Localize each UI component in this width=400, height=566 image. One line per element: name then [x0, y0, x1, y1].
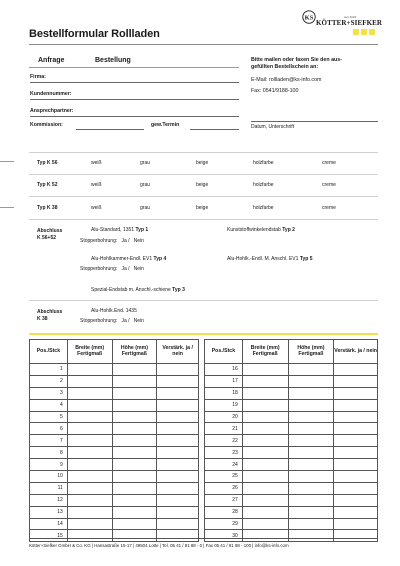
table-row [205, 411, 378, 423]
option-k38[interactable]: Alu-Hohlk.End. 1435 [91, 308, 137, 314]
verstaerk-cell[interactable] [157, 411, 199, 423]
breite-cell[interactable] [67, 471, 112, 483]
table-row [30, 411, 199, 423]
hoehe-cell[interactable] [288, 518, 334, 530]
hoehe-cell[interactable] [288, 387, 334, 399]
field-ansprechpartner-input[interactable] [30, 116, 239, 117]
company-logo [302, 10, 383, 44]
breite-cell[interactable] [67, 375, 112, 387]
verstaerk-cell[interactable] [334, 494, 378, 506]
hoehe-cell[interactable] [288, 506, 334, 518]
breite-cell[interactable] [67, 399, 112, 411]
stopper-label: Stopperbohrung: [80, 318, 118, 324]
table-row [30, 494, 199, 506]
option-typ3[interactable] [91, 287, 185, 293]
verstaerk-cell[interactable] [157, 364, 199, 376]
color-option[interactable]: beige [196, 205, 209, 211]
breite-cell[interactable] [67, 530, 112, 542]
nein-option[interactable]: Nein [133, 318, 144, 324]
row-number: 5 [30, 411, 68, 423]
row-number: 17 [205, 375, 243, 387]
breite-cell[interactable] [242, 435, 288, 447]
color-option[interactable]: weiß [91, 160, 102, 166]
row-number: 10 [30, 471, 68, 483]
hoehe-cell[interactable] [288, 482, 334, 494]
table-row [205, 375, 378, 387]
color-option[interactable]: creme [322, 182, 336, 188]
verstaerk-cell[interactable] [334, 459, 378, 471]
signature-input[interactable] [251, 121, 378, 122]
hoehe-cell[interactable] [112, 423, 157, 435]
verstaerk-cell[interactable] [157, 399, 199, 411]
breite-cell[interactable] [67, 482, 112, 494]
breite-cell[interactable] [67, 518, 112, 530]
table-row [30, 506, 199, 518]
divider [29, 300, 378, 301]
row-number: 1 [30, 364, 68, 376]
verstaerk-cell[interactable] [334, 447, 378, 459]
table-row [205, 506, 378, 518]
row-number: 20 [205, 411, 243, 423]
breite-cell[interactable] [67, 423, 112, 435]
edge-mark [0, 207, 14, 208]
col-header-hoehe: Höhe (mm) Fertigmaß [288, 340, 334, 364]
table-row [30, 375, 199, 387]
abschluss1-label-2: K 56+52 [37, 235, 57, 241]
option-typ5-label: Alu-Hohlk.-Endl. M. Anschl. EV1 [227, 256, 299, 262]
row-number: 12 [30, 494, 68, 506]
table-row [30, 482, 199, 494]
color-option[interactable]: weiß [91, 205, 102, 211]
row-number: 28 [205, 506, 243, 518]
contact-fax: Fax: 0541/9188-100 [251, 88, 299, 94]
hoehe-cell[interactable] [112, 447, 157, 459]
hoehe-cell[interactable] [112, 518, 157, 530]
tabs-underline [29, 67, 239, 68]
color-option[interactable]: creme [322, 160, 336, 166]
divider [29, 174, 378, 175]
edge-mark [0, 161, 14, 162]
breite-cell[interactable] [67, 435, 112, 447]
table-row [205, 387, 378, 399]
stopper-row-1 [80, 238, 144, 244]
option-typ5[interactable] [227, 256, 313, 262]
color-option[interactable]: weiß [91, 182, 102, 188]
option-typ4-code: Typ 4 [153, 256, 167, 262]
verstaerk-cell[interactable] [334, 423, 378, 435]
table-row [30, 518, 199, 530]
color-option[interactable]: holzfarbe [253, 160, 274, 166]
col-header-breite: Breite (mm) Fertigmaß [242, 340, 288, 364]
hoehe-cell[interactable] [112, 387, 157, 399]
row-number: 22 [205, 435, 243, 447]
logo-subtitle: seit 1923 [344, 15, 357, 19]
hoehe-cell[interactable] [288, 435, 334, 447]
verstaerk-cell[interactable] [157, 494, 199, 506]
color-option[interactable]: grau [140, 205, 151, 211]
row-number: 13 [30, 506, 68, 518]
row-number: 23 [205, 447, 243, 459]
option-typ3-code: Typ 3 [172, 287, 185, 293]
hoehe-cell[interactable] [112, 482, 157, 494]
verstaerk-cell[interactable] [334, 399, 378, 411]
verstaerk-cell[interactable] [334, 506, 378, 518]
hoehe-cell[interactable] [288, 494, 334, 506]
hoehe-cell[interactable] [288, 471, 334, 483]
hoehe-cell[interactable] [112, 506, 157, 518]
row-number: 25 [205, 471, 243, 483]
verstaerk-cell[interactable] [334, 435, 378, 447]
hoehe-cell[interactable] [288, 399, 334, 411]
verstaerk-cell[interactable] [157, 447, 199, 459]
table-row [205, 518, 378, 530]
hoehe-cell[interactable] [112, 411, 157, 423]
col-header-pos: Pos./Stck [30, 340, 68, 364]
logo-wordmark: KÖTTER+SIEFKER [316, 19, 383, 27]
divider [29, 196, 378, 197]
table-row [205, 459, 378, 471]
hoehe-cell[interactable] [288, 530, 334, 542]
verstaerk-cell[interactable] [157, 518, 199, 530]
table-row [205, 482, 378, 494]
field-label-firma: Firma: [30, 74, 46, 80]
field-termin-input[interactable] [190, 129, 239, 130]
stopper-row-3 [80, 318, 144, 324]
hoehe-cell[interactable] [112, 375, 157, 387]
table-row [30, 364, 199, 376]
tab-bestellung[interactable]: Bestellung [95, 57, 131, 64]
row-number: 21 [205, 423, 243, 435]
color-option[interactable]: grau [140, 182, 151, 188]
verstaerk-cell[interactable] [157, 375, 199, 387]
row-number: 7 [30, 435, 68, 447]
table-row [205, 494, 378, 506]
table-row [205, 447, 378, 459]
breite-cell[interactable] [242, 506, 288, 518]
breite-cell[interactable] [242, 494, 288, 506]
option-typ1-label: Alu-Standard, 1351 [91, 227, 135, 233]
footer-divider [29, 538, 378, 539]
verstaerk-cell[interactable] [157, 423, 199, 435]
breite-cell[interactable] [242, 447, 288, 459]
color-option[interactable]: holzfarbe [253, 182, 274, 188]
row-number: 2 [30, 375, 68, 387]
table-row [30, 423, 199, 435]
verstaerk-cell[interactable] [334, 411, 378, 423]
section-accent-bar [29, 333, 378, 335]
col-header-verstaerk: Verstärk. ja / nein [157, 340, 199, 364]
breite-cell[interactable] [67, 459, 112, 471]
table-row [30, 387, 199, 399]
abschluss1-label-1: Abschluss [37, 228, 63, 234]
row-number: 27 [205, 494, 243, 506]
breite-cell[interactable] [242, 471, 288, 483]
breite-cell[interactable] [67, 494, 112, 506]
position-table-left [29, 339, 199, 542]
field-label-termin: gew.Termin [151, 122, 180, 128]
row-number: 30 [205, 530, 243, 542]
ja-option[interactable]: Ja / [121, 266, 130, 272]
field-kommission-input[interactable] [76, 129, 144, 130]
color-option[interactable]: beige [196, 182, 209, 188]
row-number: 11 [30, 482, 68, 494]
verstaerk-cell[interactable] [334, 387, 378, 399]
breite-cell[interactable] [242, 411, 288, 423]
stopper-label: Stopperbohrung: [80, 238, 118, 244]
col-header-verstaerk: Verstärk. ja / nein [334, 340, 378, 364]
table-row [30, 435, 199, 447]
table-row [205, 423, 378, 435]
verstaerk-cell[interactable] [334, 471, 378, 483]
field-firma-input[interactable] [30, 82, 239, 83]
option-typ4-label: Alu-Hohlkammer-Endl. EV1 [91, 256, 153, 262]
table-row [205, 471, 378, 483]
nein-option[interactable]: Nein [133, 266, 144, 272]
verstaerk-cell[interactable] [334, 518, 378, 530]
col-header-breite: Breite (mm) Fertigmaß [67, 340, 112, 364]
abschluss2-label-2: K 38 [37, 316, 48, 322]
breite-cell[interactable] [242, 364, 288, 376]
table-row [205, 399, 378, 411]
hoehe-cell[interactable] [288, 423, 334, 435]
verstaerk-cell[interactable] [334, 375, 378, 387]
breite-cell[interactable] [67, 387, 112, 399]
breite-cell[interactable] [67, 364, 112, 376]
option-typ1[interactable] [91, 227, 148, 233]
table-row [30, 447, 199, 459]
logo-squares [353, 29, 383, 35]
table-row [30, 471, 199, 483]
footer-contact: Kötter+Siefker GmbH & Co. KG | Hansastraße 15-17 | 49504 Lotte | Tel. 05 41 / 91 88 - 0 | Fax 05 41 / 91 88 - 100 | info@ks-info.com [29, 543, 289, 548]
hoehe-cell[interactable] [112, 494, 157, 506]
verstaerk-cell[interactable] [157, 506, 199, 518]
table-row [30, 399, 199, 411]
option-typ3-label: Spezial-Endstab m. Anschl.-schiene [91, 287, 171, 293]
color-option[interactable]: creme [322, 205, 336, 211]
color-option[interactable]: holzfarbe [253, 205, 274, 211]
position-table-right [204, 339, 378, 542]
row-number: 9 [30, 459, 68, 471]
verstaerk-cell[interactable] [334, 364, 378, 376]
page-title: Bestellformular Rollladen [29, 28, 160, 40]
option-typ2-code: Typ 2 [282, 227, 295, 233]
option-typ2-label: Kunststoffwinkelendstab [227, 227, 281, 233]
field-kundennummer-input[interactable] [30, 99, 239, 100]
breite-cell[interactable] [67, 447, 112, 459]
type-label: Typ K 56 [37, 160, 58, 166]
hoehe-cell[interactable] [288, 447, 334, 459]
verstaerk-cell[interactable] [157, 530, 199, 542]
breite-cell[interactable] [67, 411, 112, 423]
verstaerk-cell[interactable] [157, 435, 199, 447]
signature-label: Datum, Unterschrift [251, 124, 295, 130]
contact-email[interactable]: E-Mail: rollladen@ks-info.com [251, 77, 322, 83]
row-number: 24 [205, 459, 243, 471]
breite-cell[interactable] [242, 387, 288, 399]
row-number: 8 [30, 447, 68, 459]
option-typ5-code: Typ 5 [299, 256, 313, 262]
row-number: 6 [30, 423, 68, 435]
table-row [205, 435, 378, 447]
hoehe-cell[interactable] [288, 364, 334, 376]
divider [29, 219, 378, 220]
row-number: 14 [30, 518, 68, 530]
type-label: Typ K 52 [37, 182, 58, 188]
breite-cell[interactable] [242, 423, 288, 435]
color-option[interactable]: beige [196, 160, 209, 166]
option-typ2[interactable] [227, 227, 295, 233]
hoehe-cell[interactable] [112, 459, 157, 471]
table-row [30, 459, 199, 471]
hoehe-cell[interactable] [112, 530, 157, 542]
instruction-line-1: Bitte mailen oder faxen Sie den aus- [251, 57, 342, 63]
table-row [205, 364, 378, 376]
hoehe-cell[interactable] [112, 399, 157, 411]
row-number: 29 [205, 518, 243, 530]
verstaerk-cell[interactable] [157, 387, 199, 399]
stopper-row-2 [80, 266, 144, 272]
hoehe-cell[interactable] [288, 459, 334, 471]
table-row [30, 530, 199, 542]
row-number: 4 [30, 399, 68, 411]
row-number: 3 [30, 387, 68, 399]
field-label-kundennummer: Kundennummer: [30, 91, 72, 97]
hoehe-cell[interactable] [288, 375, 334, 387]
ja-option[interactable]: Ja / [121, 318, 130, 324]
logo-mark-icon [302, 10, 316, 24]
breite-cell[interactable] [242, 375, 288, 387]
divider [29, 152, 378, 153]
hoehe-cell[interactable] [112, 435, 157, 447]
verstaerk-cell[interactable] [157, 459, 199, 471]
row-number: 26 [205, 482, 243, 494]
nein-option[interactable]: Nein [133, 238, 144, 244]
option-typ1-code: Typ 1 [135, 227, 149, 233]
svg-text:KS: KS [304, 14, 314, 22]
row-number: 15 [30, 530, 68, 542]
table-row [205, 530, 378, 542]
hoehe-cell[interactable] [288, 411, 334, 423]
col-header-pos: Pos./Stck [205, 340, 243, 364]
header-divider [29, 44, 378, 45]
row-number: 19 [205, 399, 243, 411]
verstaerk-cell[interactable] [157, 471, 199, 483]
breite-cell[interactable] [242, 399, 288, 411]
breite-cell[interactable] [242, 482, 288, 494]
option-typ4[interactable] [91, 256, 166, 262]
field-label-ansprechpartner: Ansprechpartner: [30, 108, 74, 114]
ja-option[interactable]: Ja / [121, 238, 130, 244]
type-label: Typ K 38 [37, 205, 58, 211]
verstaerk-cell[interactable] [334, 482, 378, 494]
row-number: 16 [205, 364, 243, 376]
stopper-label: Stopperbohrung: [80, 266, 118, 272]
verstaerk-cell[interactable] [157, 482, 199, 494]
breite-cell[interactable] [242, 459, 288, 471]
breite-cell[interactable] [67, 506, 112, 518]
col-header-hoehe: Höhe (mm) Fertigmaß [112, 340, 157, 364]
color-option[interactable]: grau [140, 160, 151, 166]
verstaerk-cell[interactable] [334, 530, 378, 542]
hoehe-cell[interactable] [112, 364, 157, 376]
instruction-line-2: gefüllten Bestellschein an: [251, 64, 319, 70]
abschluss2-label-1: Abschluss [37, 309, 63, 315]
tab-anfrage[interactable]: Anfrage [38, 57, 65, 64]
field-label-kommission: Kommission: [30, 122, 63, 128]
breite-cell[interactable] [242, 530, 288, 542]
breite-cell[interactable] [242, 518, 288, 530]
hoehe-cell[interactable] [112, 471, 157, 483]
row-number: 18 [205, 387, 243, 399]
